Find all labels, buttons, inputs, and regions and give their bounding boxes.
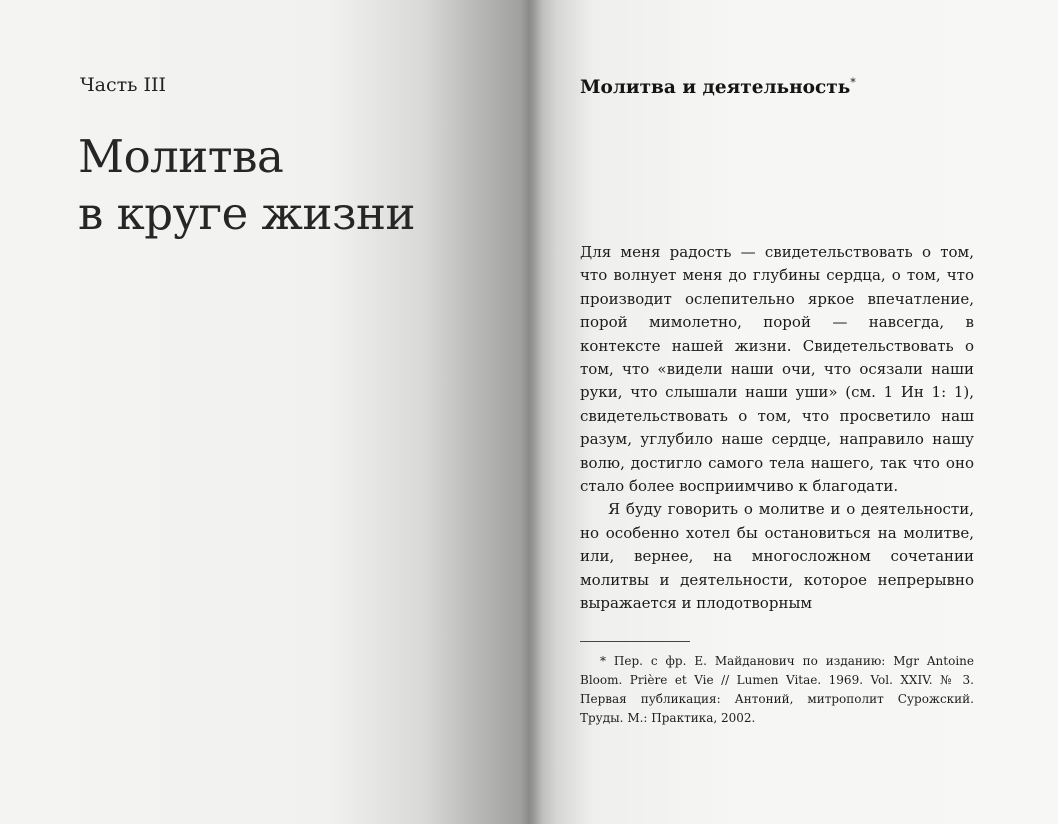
- part-label: Часть III: [80, 74, 167, 96]
- book-spine-shadow: [520, 0, 542, 824]
- footnote: [580, 652, 974, 728]
- body-text: [580, 241, 974, 616]
- footnote-text: * Пер. с фр. Е. Майданович по изданию: Mgr Antoine Bloom. Prière et Vie // Lumen Vitae. 1969. Vol. XXIV. № 3. Первая публикация: Антоний, митрополит Сурожский. Труды. М.: Практика, 2002.: [580, 654, 974, 725]
- section-title-line-1: Молитва: [78, 130, 284, 183]
- section-title: [78, 128, 415, 242]
- chapter-title: [580, 76, 856, 98]
- footnote-marker: *: [850, 76, 856, 89]
- chapter-title-text: Молитва и деятельность: [580, 77, 851, 99]
- paragraph-1: Для меня радость — свидетельствовать о том, что волнует меня до глубины сердца, о том, что производит ослепительно яркое впечатление, порой мимолетно, порой — навсегда, в контексте нашей жизни. Свидетельствовать о том, что «видели наши очи, что осязали наши руки, что слышали наши уши» (см. 1 Ин 1: 1), свидетельствовать о том, что просветило наш разум, углубило наше сердце, направило нашу волю, достигло самого тела нашего, так что оно стало более восприимчиво к благодати.: [580, 243, 974, 496]
- section-title-line-2: в круге жизни: [78, 187, 415, 240]
- paragraph-2: Я буду говорить о молитве и о деятельности, но особенно хотел бы остановиться на молитве, или, вернее, на многосложном сочетании молитвы и деятельности, которое непрерывно выражается и плодотворным: [580, 500, 974, 613]
- footnote-divider: [580, 641, 690, 642]
